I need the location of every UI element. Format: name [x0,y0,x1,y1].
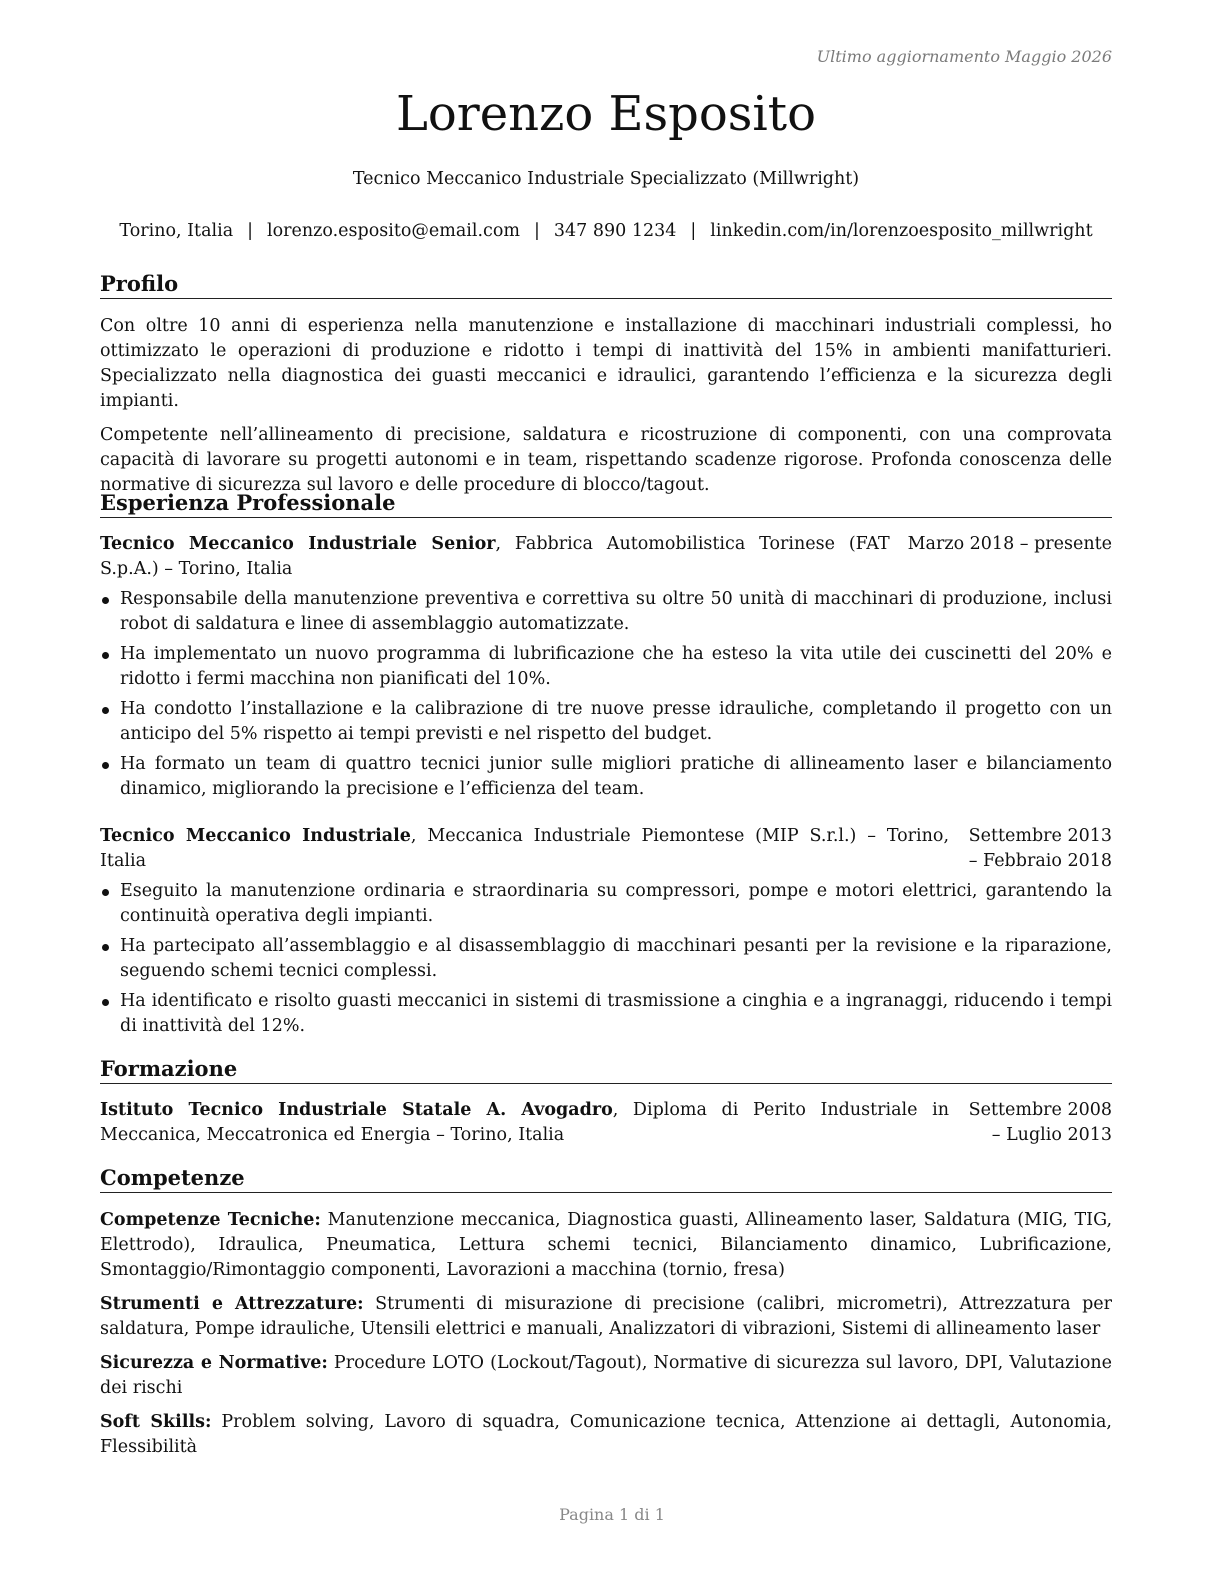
job-dates: Settembre 2013 – Febbraio 2018 [968,826,1112,871]
skill-text: Procedure LOTO (Lockout/Tagout), Normative di sicurezza sul lavoro, DPI, Valutazione dei rischi [100,1353,1112,1398]
job-dates: Marzo 2018 – presente [907,534,1112,554]
skill-label: Competenze Tecniche: [100,1210,321,1230]
contact-linkedin[interactable]: linkedin.com/in/lorenzoesposito_millwright [710,221,1093,241]
job-bullets [100,587,1112,802]
skill-group [100,1410,1112,1460]
last-updated: Ultimo aggiornamento Maggio 2026 [816,47,1112,66]
skill-label: Soft Skills: [100,1412,212,1432]
job-role: Tecnico Meccanico Industriale Senior [100,534,496,554]
education-header [100,1098,1112,1148]
job-header [100,824,1112,874]
job-company: , Meccanica Industriale Piemontese (MIP S.r.l.) – Torino, Italia [100,826,950,871]
education-school: Istituto Tecnico Industriale Statale A. Avogadro [100,1100,613,1120]
education-dates: Settembre 2008 – Luglio 2013 [968,1100,1112,1145]
job-bullet: Ha partecipato all’assemblaggio e al disassemblaggio di macchinari pesanti per la revisione e la riparazione, seguendo schemi tecnici complessi. [100,934,1112,984]
section-heading-profile: Profilo [100,270,1112,299]
job-bullet: Ha implementato un nuovo programma di lubrificazione che ha esteso la vita utile dei cuscinetti del 20% e ridotto i fermi macchina non pianificati del 10%. [100,642,1112,692]
skill-group [100,1351,1112,1401]
skills-section [100,1164,1112,1460]
job-title: Tecnico Meccanico Industriale Specializzato (Millwright) [352,169,860,189]
skill-group [100,1208,1112,1283]
job-role: Tecnico Meccanico Industriale [100,826,411,846]
job-bullet: Ha formato un team di quattro tecnici junior sulle migliori pratiche di allineamento laser e bilanciamento dinamico, migliorando la precisione e l’efficienza del team. [100,752,1112,802]
skill-label: Sicurezza e Normative: [100,1353,328,1373]
job-bullets [100,879,1112,1039]
profile-section [100,270,1112,498]
job-header [100,532,1112,582]
skill-text: Problem solving, Lavoro di squadra, Comunicazione tecnica, Attenzione ai dettagli, Autonomia, Flessibilità [100,1412,1112,1457]
contact-line [100,219,1112,244]
skill-text: Strumenti di misurazione di precisione (calibri, micrometri), Attrezzatura per saldatura, Pompe idrauliche, Utensili elettrici e manuali, Analizzatori di vibrazioni, Sistemi di allineamento laser [100,1294,1113,1339]
skill-group [100,1292,1112,1342]
job-bullet: Eseguito la manutenzione ordinaria e straordinaria su compressori, pompe e motori elettrici, garantendo la continuità operativa degli impianti. [100,879,1112,929]
section-heading-education: Formazione [100,1055,1112,1084]
skill-label: Strumenti e Attrezzature: [100,1294,364,1314]
job-bullet: Ha condotto l’installazione e la calibrazione di tre nuove presse idrauliche, completando il progetto con un anticipo del 5% rispetto ai tempi previsti e nel rispetto del budget. [100,697,1112,747]
skill-text: Manutenzione meccanica, Diagnostica guasti, Allineamento laser, Saldatura (MIG, TIG, Elettrodo), Idraulica, Pneumatica, Lettura schemi tecnici, Bilanciamento dinamico, Lubrificazione, Smontaggio/Rimontaggio componenti, Lavorazioni a macchina (tornio, fresa) [100,1210,1113,1280]
section-heading-skills: Competenze [100,1164,1112,1193]
contact-email[interactable]: lorenzo.esposito@email.com [267,221,520,241]
contact-phone[interactable]: 347 890 1234 [553,221,677,241]
section-heading-experience: Esperienza Professionale [100,489,1112,518]
candidate-name: Lorenzo Esposito [396,86,816,142]
profile-paragraph: Con oltre 10 anni di esperienza nella manutenzione e installazione di macchinari industriali complessi, ho ottimizzato le operazioni di produzione e ridotto i tempi di inattività del 15% in ambienti manifatturieri. Specializzato nella diagnostica dei guasti meccanici e idraulici, garantendo l’efficienza e la sicurezza degli impianti. [100,316,1112,411]
experience-section [100,489,1112,1039]
job-bullet: Responsabile della manutenzione preventiva e correttiva su oltre 50 unità di macchinari di produzione, inclusi robot di saldatura e linee di assemblaggio automatizzate. [100,587,1112,637]
profile-paragraph: Competente nell’allineamento di precisione, saldatura e ricostruzione di componenti, con una comprovata capacità di lavorare su progetti autonomi e in team, rispettando scadenze rigorose. Profonda conoscenza delle normative di sicurezza sul lavoro e delle procedure di blocco/tagout. [100,425,1112,495]
contact-separator: | [690,221,697,241]
job-bullet: Ha identificato e risolto guasti meccanici in sistemi di trasmissione a cinghia e a ingranaggi, riducendo i tempi di inattività del 12%. [100,989,1112,1039]
page-number: Pagina 1 di 1 [559,1505,665,1524]
contact-location: Torino, Italia [119,221,234,241]
education-section [100,1055,1112,1148]
job-company: , Fabbrica Automobilistica Torinese (FAT S.p.A.) – Torino, Italia [100,534,890,579]
education-degree: , Diploma di Perito Industriale in Meccanica, Meccatronica ed Energia – Torino, Italia [100,1100,949,1145]
contact-separator: | [533,221,540,241]
contact-separator: | [247,221,254,241]
